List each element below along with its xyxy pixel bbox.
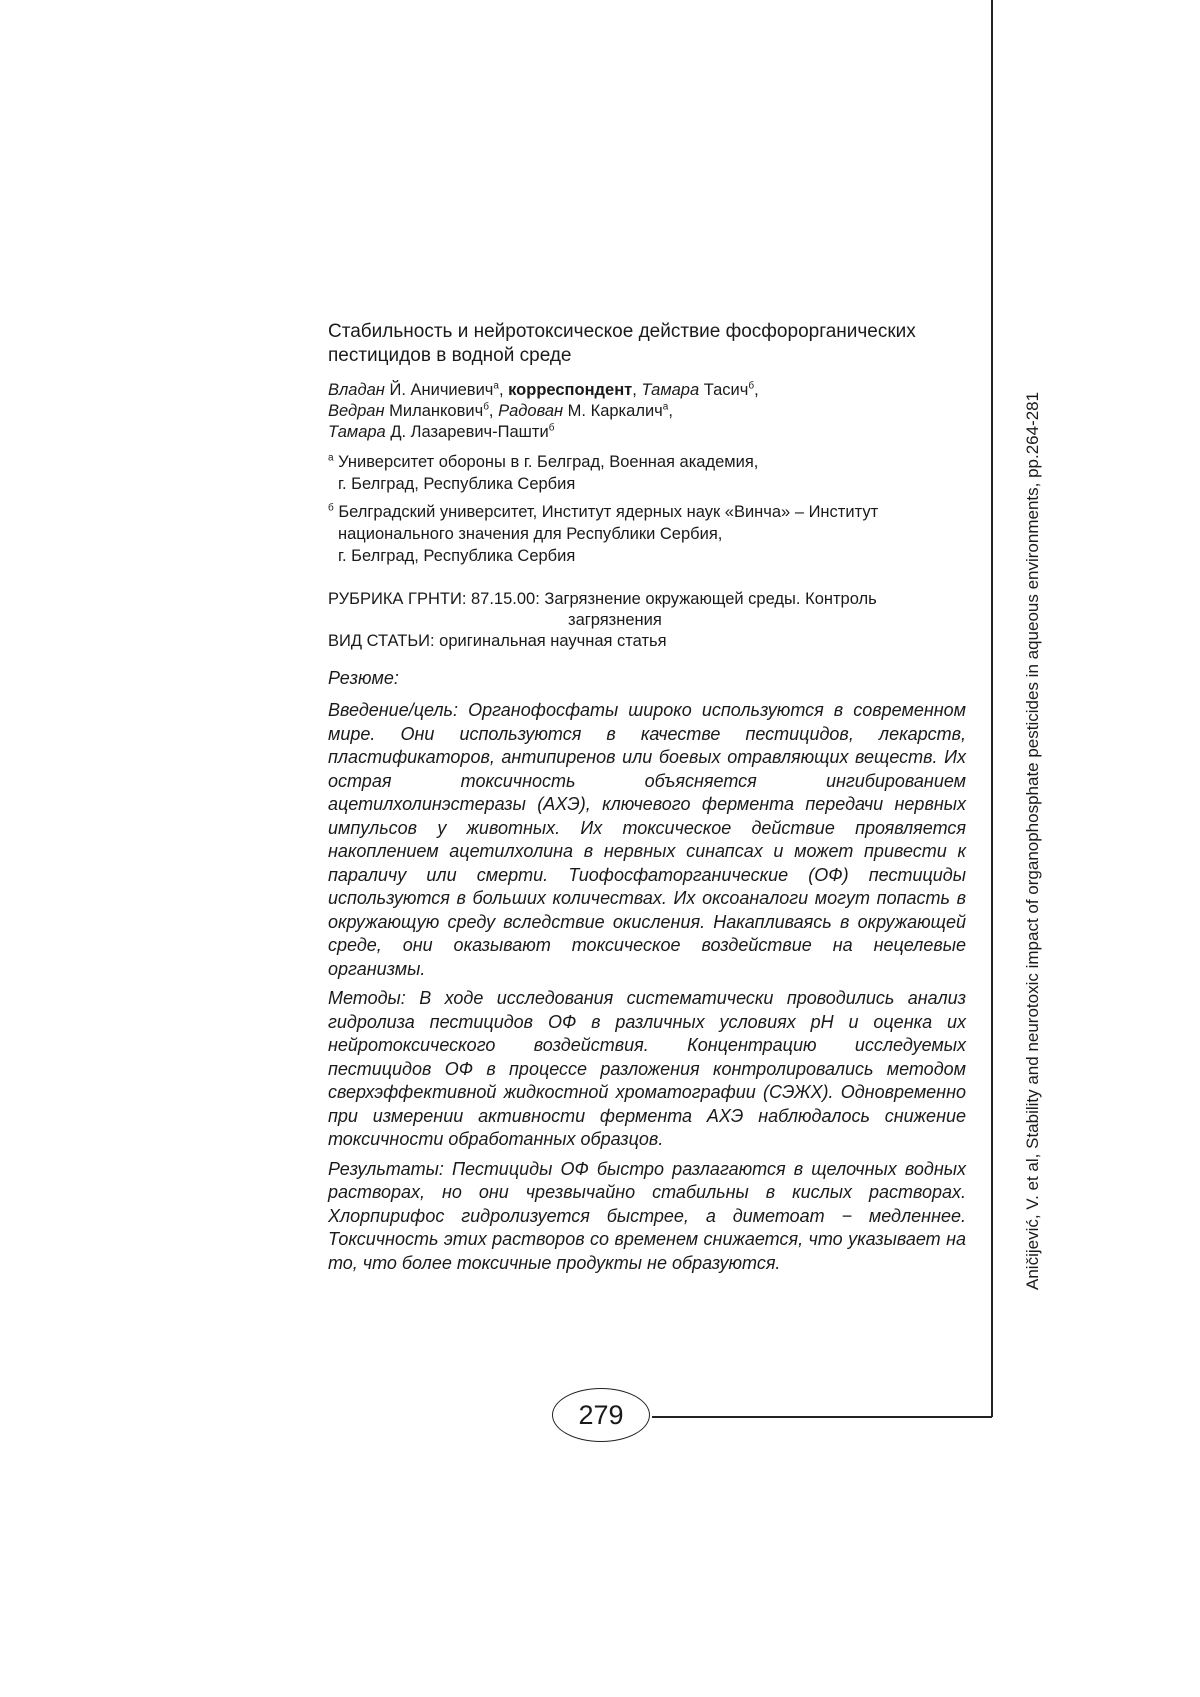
author-line [328, 401, 966, 422]
corresponding-label: корреспондент [508, 381, 633, 399]
title-line: пестицидов в водной среде [328, 345, 572, 366]
separator: , [632, 381, 642, 399]
author-line [328, 422, 966, 443]
affiliation-line: национального значения для Республики Сербия, [338, 525, 723, 543]
affiliation-line [328, 501, 966, 523]
author-first-name: Радован [498, 402, 564, 420]
affiliation-line [328, 451, 966, 473]
affiliation [328, 501, 966, 567]
author-affiliation-mark: б [548, 422, 555, 434]
author-first-name: Тамара [328, 423, 386, 441]
author-line [328, 380, 966, 401]
affiliation-text: Белградский университет, Институт ядерных наук «Винча» – Институт [333, 503, 879, 521]
affiliation-mark: а [328, 452, 334, 464]
affiliation [328, 451, 966, 495]
author-first-name: Ведран [328, 402, 385, 420]
article-title [328, 320, 966, 368]
rubric-block [328, 589, 966, 652]
rubric-line: РУБРИКА ГРНТИ: 87.15.00: Загрязнение окружающей среды. Контроль [328, 590, 877, 608]
author-last-name: Миланкович [384, 402, 484, 420]
author-first-name: Владан [328, 381, 385, 399]
article-header [328, 320, 966, 1281]
separator: , [498, 381, 509, 399]
author-affiliation-mark: б [748, 380, 755, 392]
author-affiliation-mark: б [483, 401, 489, 413]
affiliation-line: г. Белград, Республика Сербия [338, 475, 576, 493]
running-header: Aničijević, V. et al, Stability and neurotoxic impact of organophosphate pesticides in aqueous environments, pp.264-281 [1023, 391, 1042, 1290]
abstract-methods: Методы: В ходе исследования систематически проводились анализ гидролиза пестицидов ОФ в различных условиях pH и оценка их нейротоксического воздействия. Концентрацию исследуемых пестицидов ОФ в процессе разложения контролировались методом сверхэффективной жидкостной хроматографии (СЭЖХ). Одновременно при измерении активности фермента АХЭ наблюдалось снижение токсичности обработанных образцов. [328, 988, 966, 1149]
article-type: ВИД СТАТЬИ: оригинальная научная статья [328, 632, 667, 650]
abstract-intro: Введение/цель: Органофосфаты широко используются в современном мире. Они используются в качестве пестицидов, лекарств, пластификаторов, антипиренов или боевых отравляющих веществ. Их острая токсичность объясняется ингибированием ацетилхолинэстеразы (АХЭ), ключевого фермента передачи нервных импульсов у животных. Их токсическое действие проявляется накоплением ацетилхолина в нервных синапсах и может привести к параличу или смерти. Тиофосфаторганические (ОФ) пестициды используются в больших количествах. Их оксоаналоги могут попасть в окружающую среду вследствие окисления. Накапливаясь в окружающей среде, они оказывают токсическое воздействие на нецелевые организмы. [328, 700, 966, 979]
author-last-name: М. Каркалич [563, 402, 663, 420]
author-affiliation-mark: а [493, 380, 499, 392]
author-list [328, 380, 966, 443]
separator: , [754, 381, 759, 399]
affiliation-text: Университет обороны в г. Белград, Военная академия, [333, 453, 759, 471]
abstract-results: Результаты: Пестициды ОФ быстро разлагаются в щелочных водных растворах, но они чрезвычайно стабильны в кислых растворах. Хлорпирифос гидролизуется быстрее, а диметоат − медленнее. Токсичность этих растворов со временем снижается, что указывает на то, что более токсичные продукты не образуются. [328, 1158, 966, 1273]
separator: , [668, 402, 673, 420]
author-last-name: Й. Аничиевич [384, 381, 494, 399]
abstract-heading: Резюме: [328, 668, 399, 688]
author-first-name: Тамара [641, 381, 700, 399]
margin-rule [991, 0, 993, 1417]
rubric-line: загрязнения [568, 611, 662, 629]
separator: , [488, 402, 499, 420]
author-affiliation-mark: а [662, 401, 669, 413]
affiliation-mark: б [328, 502, 334, 514]
page-number: 279 [552, 1388, 650, 1442]
footer-rule [652, 1416, 992, 1418]
affiliation-line: г. Белград, Республика Сербия [338, 547, 576, 565]
title-line: Стабильность и нейротоксическое действие фосфорорганических [328, 321, 916, 342]
author-last-name: Тасич [699, 381, 749, 399]
author-last-name: Д. Лазаревич-Пашти [385, 423, 549, 441]
